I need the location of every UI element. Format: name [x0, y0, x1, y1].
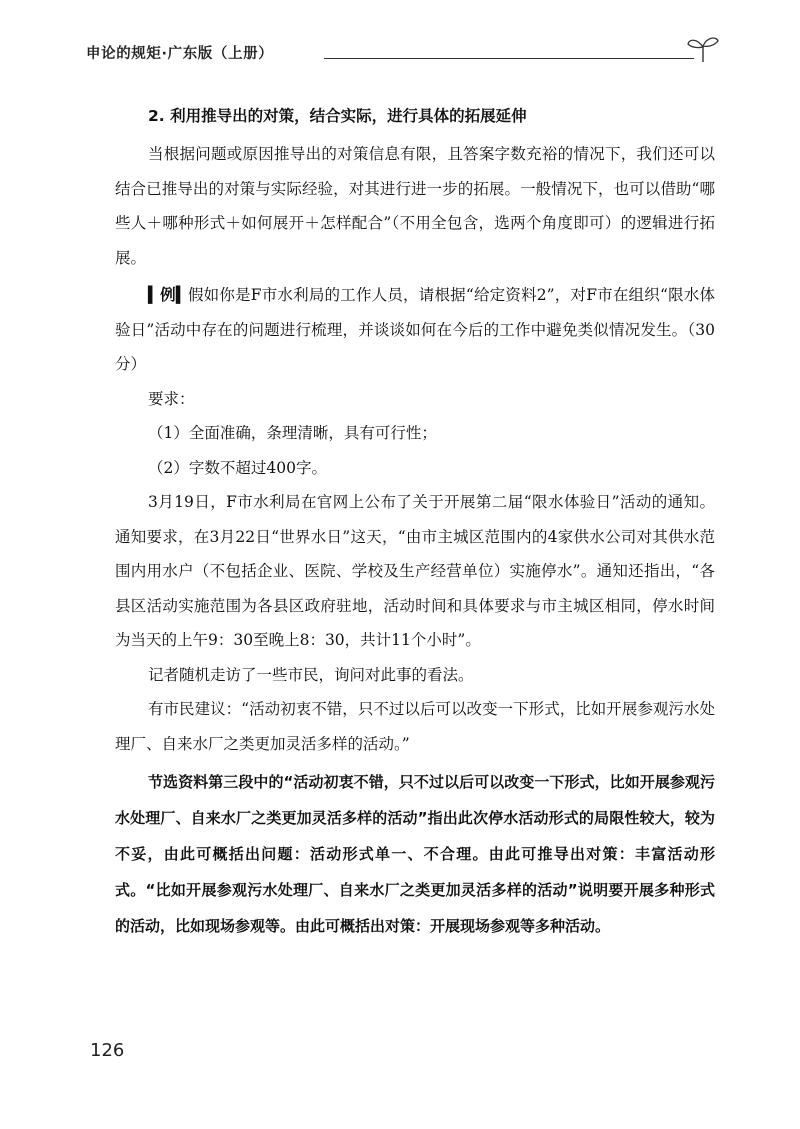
example-question [115, 278, 715, 382]
example-marker: ▍例▍ [148, 286, 188, 304]
section-heading: 2. 利用推导出的对策，结合实际，进行具体的拓展延伸 [148, 107, 527, 125]
header-divider [324, 58, 694, 59]
material-paragraph-2: 记者随机走访了一些市民，询问对此事的看法。 [148, 665, 474, 684]
sprout-icon [686, 34, 720, 64]
running-header [86, 34, 726, 64]
requirements-label: 要求： [148, 389, 195, 408]
intro-paragraph: 当根据问题或原因推导出的对策信息有限，且答案字数充裕的情况下，我们还可以结合已推导出的对策与实际经验，对其进行进一步的拓展。一般情况下，也可以借助“哪些人＋哪种形式＋如何展开＋怎样配合”（不用全包含，选两个角度即可）的逻辑进行拓展。 [115, 145, 715, 267]
material-paragraph-3: 有市民建议：“活动初衷不错，只不过以后可以改变一下形式，比如开展参观污水处理厂、自来水厂之类更加灵活多样的活动。” [115, 700, 715, 753]
requirement-item-1: （1）全面准确，条理清晰，具有可行性； [148, 424, 437, 442]
page-body [115, 105, 715, 944]
analysis-paragraph: 节选资料第三段中的“活动初衷不错，只不过以后可以改变一下形式，比如开展参观污水处理厂、自来水厂之类更加灵活多样的活动”指出此次停水活动形式的局限性较大，较为不妥，由此可概括出问题：活动形式单一、不合理。由此可推导出对策：丰富活动形式。“比如开展参观污水处理厂、自来水厂之类更加灵活多样的活动”说明要开展多种形式的活动，比如现场参观等。由此可概括出对策：开展现场参观等多种活动。 [115, 773, 715, 935]
material-paragraph-1: 3月19日，F市水利局在官网上公布了关于开展第二届“限水体验日”活动的通知。通知要求，在3月22日“世界水日”这天，“由市主城区范围内的4家供水公司对其供水范围内用水户（不包括企业、医院、学校及生产经营单位）实施停水”。通知还指出，“各县区活动实施范围为各县区政府驻地，活动时间和具体要求与市主城区相同，停水时间为当天的上午9：30至晚上8：30，共计11个小时”。 [115, 493, 715, 649]
requirement-item-2: （2）字数不超过400字。 [148, 458, 327, 477]
book-title: 申论的规矩·广东版（上册） [86, 46, 274, 62]
example-question-text: 假如你是F市水利局的工作人员，请根据“给定资料2”，对F市在组织“限水体验日”活动中存在的问题进行梳理，并谈谈如何在今后的工作中避免类似情况发生。（30分） [115, 286, 715, 373]
page-number: 126 [90, 1040, 125, 1061]
